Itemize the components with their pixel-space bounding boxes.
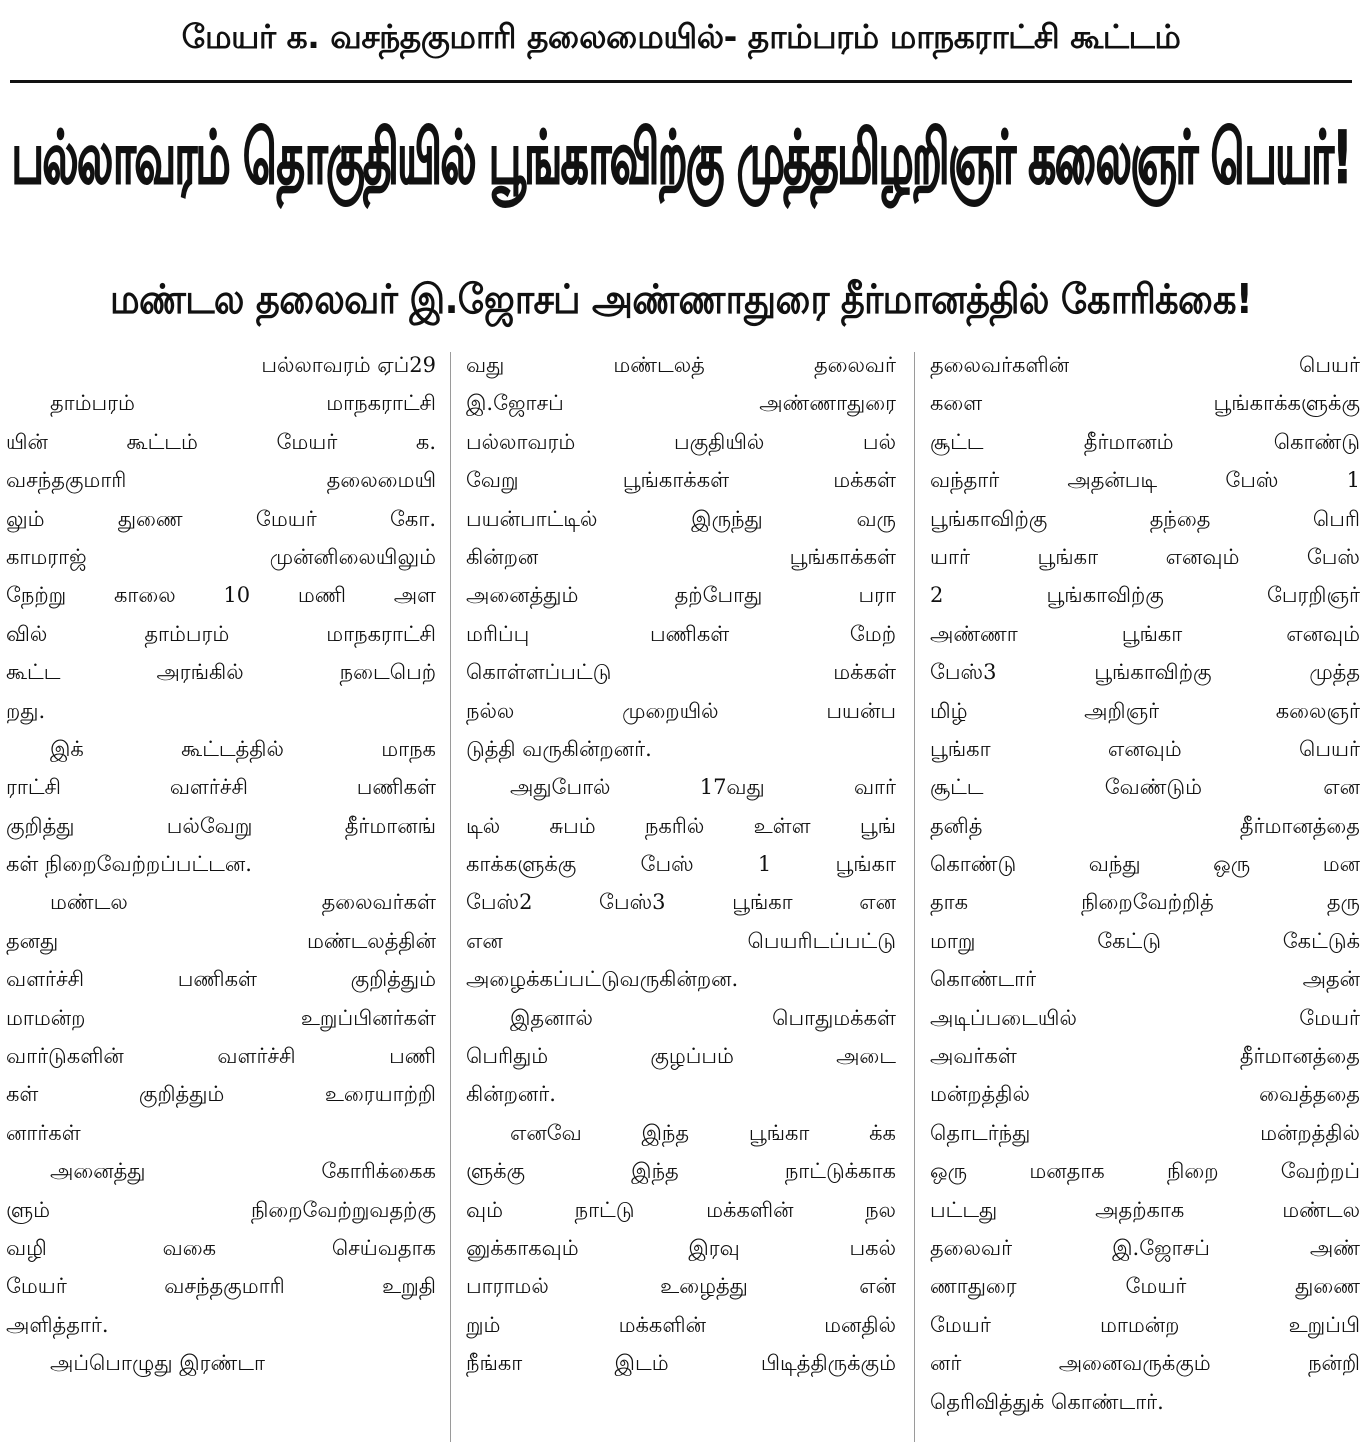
article-column-3 [930, 346, 1360, 1450]
body-line: மேயர் மாமன்ற உறுப்பி [930, 1312, 1360, 1337]
body-line: அதுபோல் 17வது வார் [510, 775, 896, 800]
body-line: மண்டல தலைவர்கள் [50, 890, 436, 915]
body-line: தொடர்ந்து மன்றத்தில் [930, 1120, 1360, 1145]
body-line: கள் குறித்தும் உரையாற்றி [6, 1082, 436, 1107]
body-line: மிழ் அறிஞர் கலைஞர் [930, 698, 1360, 723]
body-line: வும் நாட்டு மக்களின் நல [466, 1197, 896, 1222]
body-line: தாம்பரம் மாநகராட்சி [50, 391, 436, 416]
body-line: அழைக்கப்பட்டுவருகின்றன. [466, 967, 739, 992]
body-line: யின் கூட்டம் மேயர் க. [6, 429, 436, 454]
body-line: பயன்பாட்டில் இருந்து வரு [466, 506, 896, 531]
body-line: 2 பூங்காவிற்கு பேரறிஞர் [930, 583, 1360, 608]
body-line: வது மண்டலத் தலைவர் [466, 353, 896, 377]
body-line: லும் துணை மேயர் கோ. [6, 506, 436, 531]
body-line: மேயர் வசந்தகுமாரி உறுதி [6, 1274, 436, 1299]
body-line: றது. [6, 698, 46, 723]
body-line: ளும் நிறைவேற்றுவதற்கு [6, 1197, 436, 1222]
body-line: களை பூங்காக்களுக்கு [930, 391, 1360, 416]
body-line: கொண்டு வந்து ஒரு மன [930, 852, 1360, 877]
body-line: அடிப்படையில் மேயர் [930, 1005, 1360, 1030]
body-line: கின்றன பூங்காக்கள் [466, 544, 896, 569]
body-line: பெரிதும் குழப்பம் அடை [466, 1044, 896, 1069]
body-line: பேஸ்3 பூங்காவிற்கு முத்த [930, 660, 1360, 685]
body-line: ளுக்கு இந்த நாட்டுக்காக [466, 1159, 896, 1184]
body-line: வார்டுகளின் வளர்ச்சி பணி [6, 1044, 436, 1069]
body-line: யார் பூங்கா எனவும் பேஸ் [930, 544, 1360, 569]
body-line: இதனால் பொதுமக்கள் [510, 1005, 896, 1030]
body-line: அவர்கள் தீர்மானத்தை [930, 1044, 1360, 1069]
body-line: பூங்காவிற்கு தந்தை பெரி [930, 506, 1360, 531]
body-line: அப்பொழுது இரண்டா [50, 1351, 265, 1376]
body-line: நீங்கா இடம் பிடித்திருக்கும் [466, 1351, 896, 1376]
body-line: வழி வகை செய்வதாக [6, 1235, 436, 1260]
subheadline: மண்டல தலைவர் இ.ஜோசப் அண்ணாதுரை தீர்மானத்தில் கோரிக்கை! [110, 275, 1252, 323]
body-line: கள் நிறைவேற்றப்பட்டன. [6, 852, 252, 877]
body-line: தெரிவித்துக் கொண்டார். [930, 1389, 1164, 1414]
body-line: கொள்ளப்பட்டு மக்கள் [466, 660, 896, 685]
body-line: ஒரு மனதாக நிறை வேற்றப் [930, 1159, 1360, 1184]
body-line: கின்றனர். [466, 1082, 556, 1107]
body-line: என பெயரிடப்பட்டு [466, 928, 896, 953]
body-line: கூட்ட அரங்கில் நடைபெற் [6, 660, 436, 685]
body-line: னார்கள் [6, 1120, 81, 1145]
column-divider [450, 352, 451, 1442]
article-body [0, 346, 1362, 1450]
body-line: காமராஜ் முன்னிலையிலும் [6, 544, 436, 569]
body-line: டுத்தி வருகின்றனர். [466, 736, 652, 761]
body-line: தாக நிறைவேற்றித் தரு [930, 890, 1360, 915]
body-line: றும் மக்களின் மனதில் [466, 1312, 896, 1337]
body-line: மரிப்பு பணிகள் மேற் [466, 621, 896, 646]
body-line: அனைத்து கோரிக்கைக [50, 1159, 436, 1184]
body-line: இ.ஜோசப் அண்ணாதுரை [466, 391, 896, 416]
headline: பல்லாவரம் தொகுதியில் பூங்காவிற்கு முத்தமிழறிஞர் கலைஞர் பெயர்! [11, 114, 1351, 199]
body-line: தலைவர்களின் பெயர் [930, 353, 1360, 377]
body-line: அண்ணா பூங்கா எனவும் [930, 621, 1360, 646]
body-line: வந்தார் அதன்படி பேஸ் 1 [930, 468, 1360, 493]
body-line: அளித்தார். [6, 1312, 109, 1337]
body-line: வசந்தகுமாரி தலைமையி [6, 468, 436, 493]
body-line: மாமன்ற உறுப்பினர்கள் [6, 1005, 436, 1030]
body-line: பட்டது அதற்காக மண்டல [930, 1197, 1360, 1222]
body-line: வேறு பூங்காக்கள் மக்கள் [466, 468, 896, 493]
body-line: ணாதுரை மேயர் துணை [930, 1274, 1360, 1299]
body-line: கொண்டார் அதன் [930, 967, 1360, 992]
body-line: அனைத்தும் தற்போது பரா [466, 583, 896, 608]
body-line: இக் கூட்டத்தில் மாநக [50, 736, 436, 761]
body-line: நேற்று காலை 10 மணி அள [6, 583, 436, 608]
body-line: தனது மண்டலத்தின் [6, 928, 436, 953]
body-line: எனவே இந்த பூங்கா க்க [510, 1120, 896, 1145]
column-divider [914, 352, 915, 1442]
article-column-1 [6, 346, 436, 1450]
body-line: பூங்கா எனவும் பெயர் [930, 736, 1360, 761]
body-line: நல்ல முறையில் பயன்ப [466, 698, 896, 723]
body-line: மன்றத்தில் வைத்ததை [930, 1082, 1360, 1107]
body-line: தலைவர் இ.ஜோசப் அண் [930, 1235, 1360, 1260]
body-line: சூட்ட தீர்மானம் கொண்டு [930, 429, 1360, 454]
body-line: பல்லாவரம் பகுதியில் பல் [466, 429, 896, 454]
body-line: பாராமல் உழைத்து என் [466, 1274, 896, 1299]
body-line: வளர்ச்சி பணிகள் குறித்தும் [6, 967, 436, 992]
body-line: ராட்சி வளர்ச்சி பணிகள் [6, 775, 436, 800]
body-line: காக்களுக்கு பேஸ் 1 பூங்கா [466, 852, 896, 877]
body-line: சூட்ட வேண்டும் என [930, 775, 1360, 800]
body-line: னுக்காகவும் இரவு பகல் [466, 1235, 896, 1260]
body-line: குறித்து பல்வேறு தீர்மானங் [6, 813, 436, 838]
body-line: பேஸ்2 பேஸ்3 பூங்கா என [466, 890, 896, 915]
body-line: னர் அனைவருக்கும் நன்றி [930, 1351, 1360, 1376]
dateline: பல்லாவரம் ஏப்29 [261, 353, 436, 377]
article-column-2 [466, 346, 896, 1450]
body-line: மாறு கேட்டு கேட்டுக் [930, 928, 1360, 953]
body-line: வில் தாம்பரம் மாநகராட்சி [6, 621, 436, 646]
kicker: மேயர் க. வசந்தகுமாரி தலைமையில்- தாம்பரம் மாநகராட்சி கூட்டம் [181, 17, 1181, 56]
body-line: டில் சுபம் நகரில் உள்ள பூங் [466, 813, 896, 838]
body-line: தனித் தீர்மானத்தை [930, 813, 1360, 838]
